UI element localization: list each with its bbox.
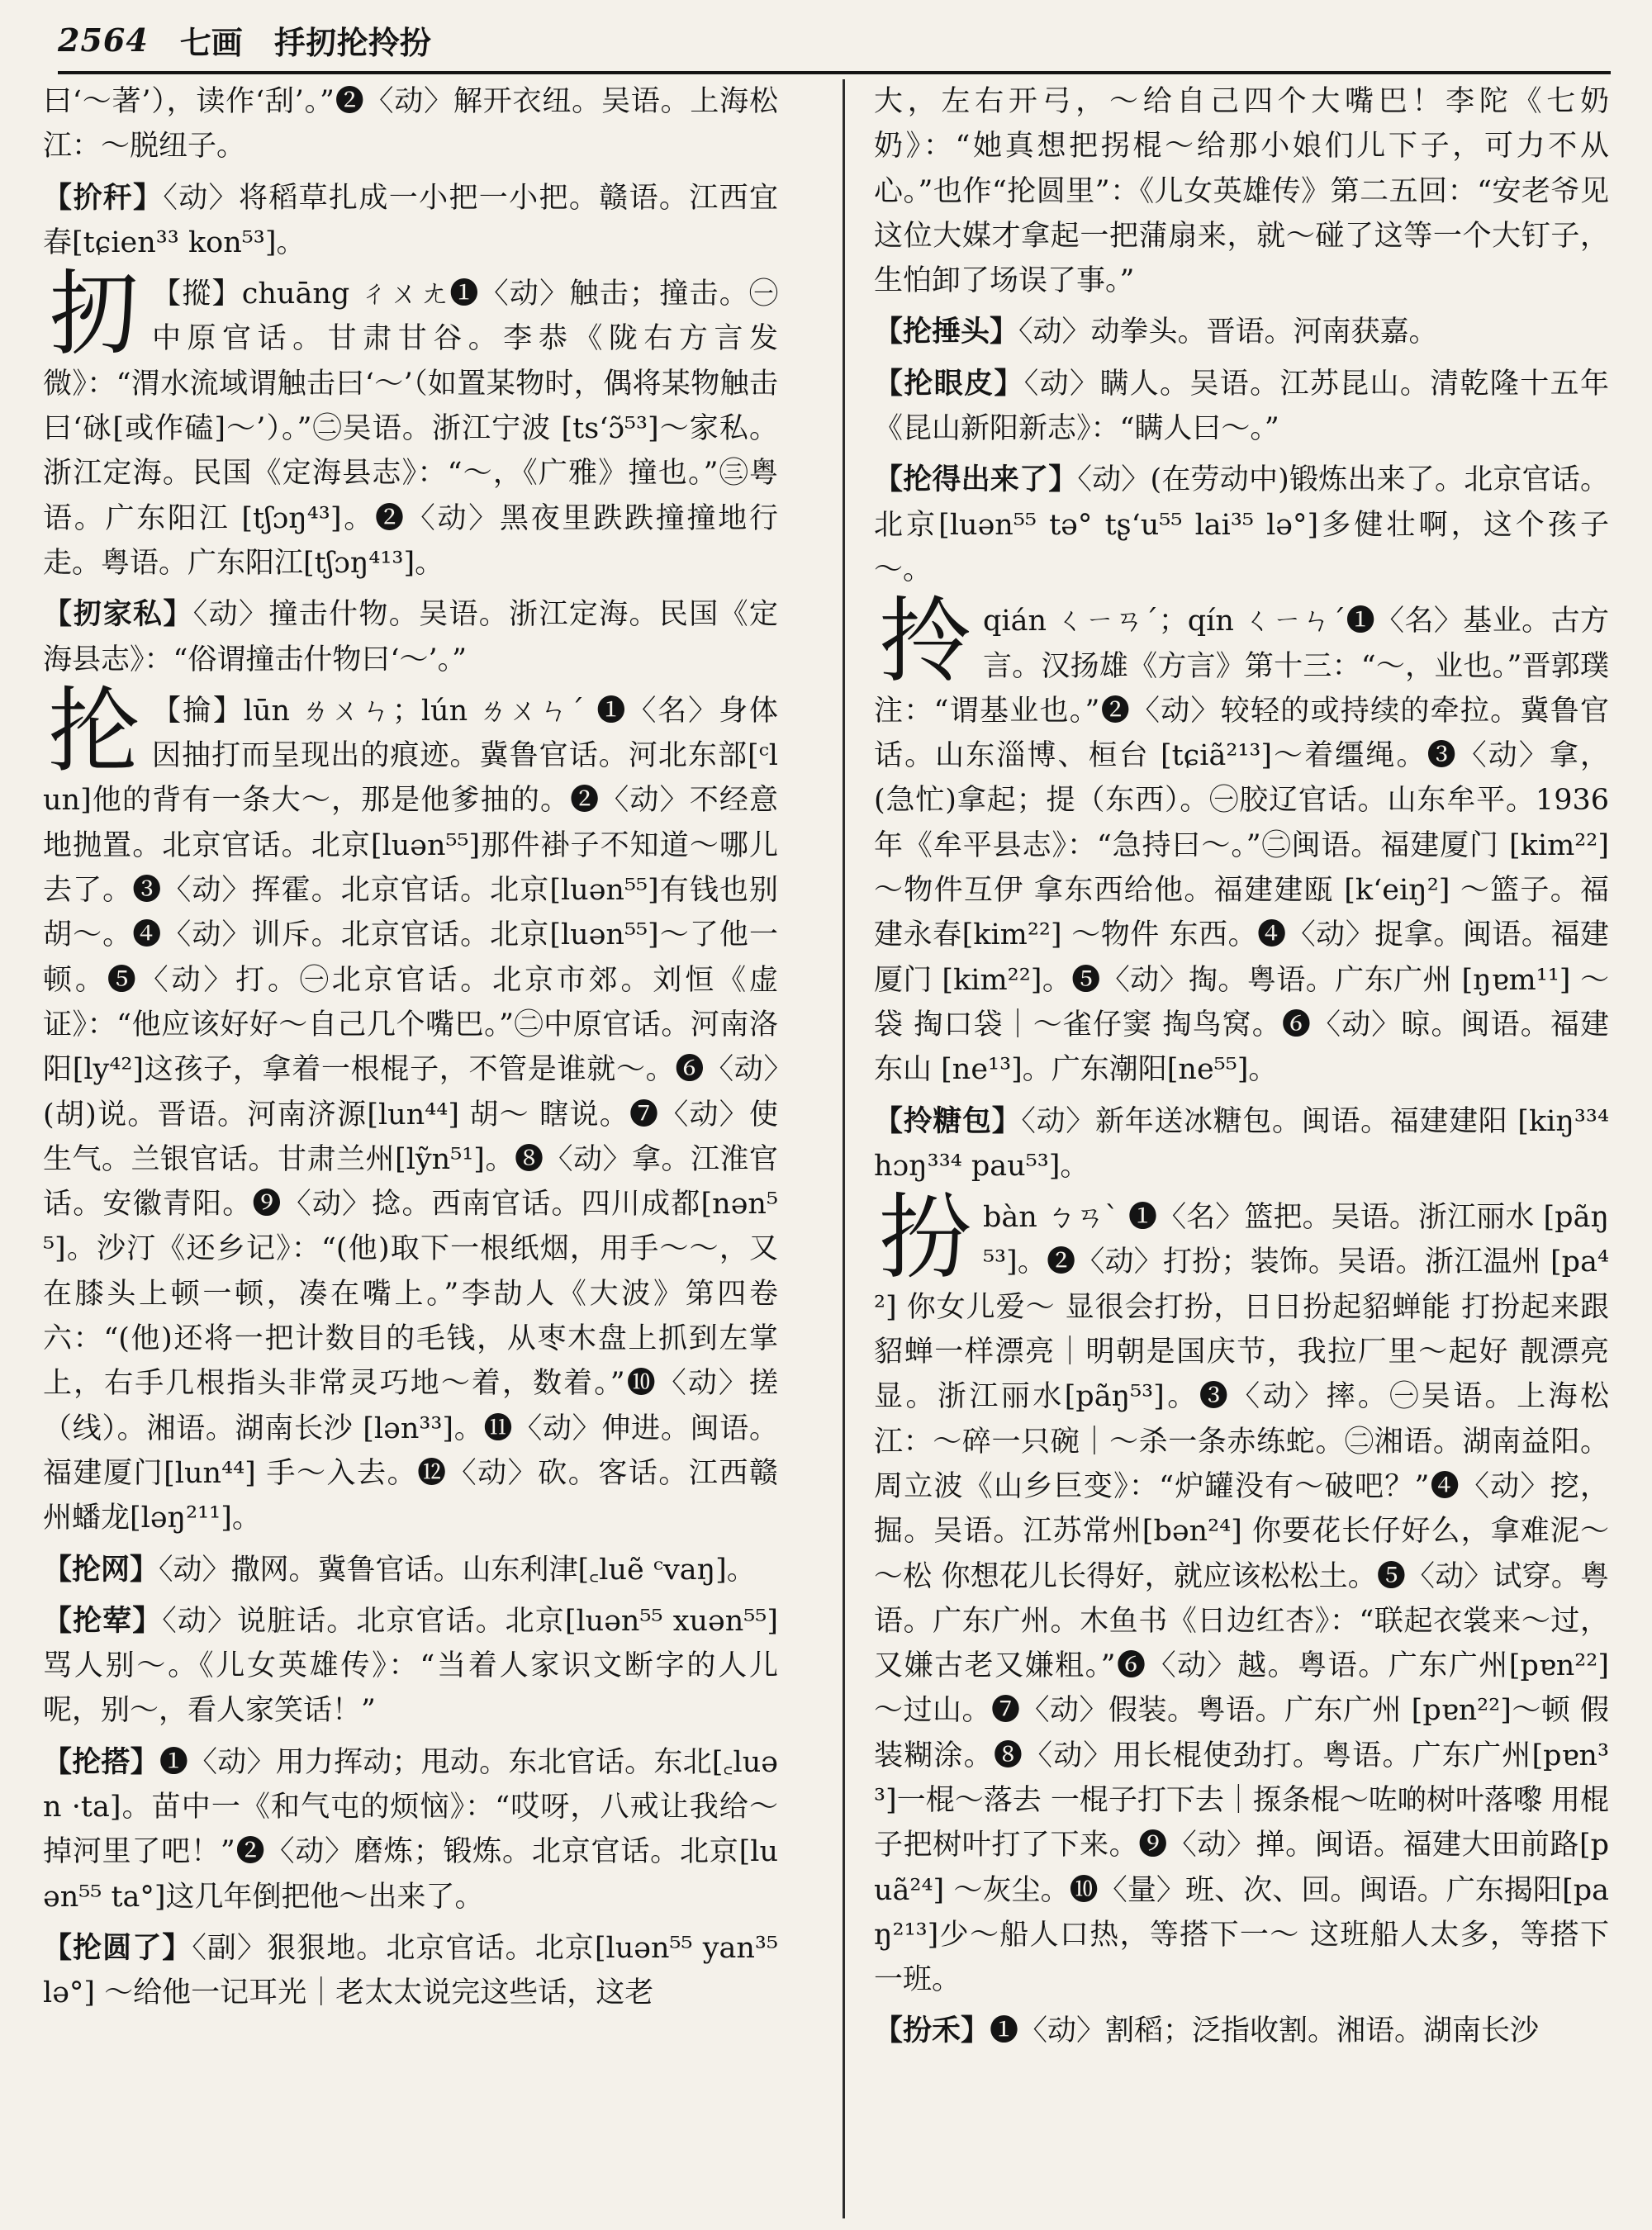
entry-text: 〈动〉瞒人。吴语。江苏昆山。清乾隆十五年《昆山新阳新志》：“瞒人曰～。”	[874, 367, 1609, 446]
dictionary-entry-main	[43, 261, 778, 586]
dictionary-entry-sub	[874, 2009, 1609, 2053]
page-header	[58, 15, 1611, 64]
dictionary-entry-sub	[43, 1548, 778, 1592]
entry-text: 〈动〉动拳头。晋语。河南获嘉。	[1018, 316, 1438, 349]
entry-text: 〈动〉(在劳动中)锻炼出来了。北京官话。北京[luən⁵⁵ tə° tʂ‘u⁵⁵ lai³⁵ lə°]多健壮啊，这个孩子～。	[874, 463, 1609, 586]
entry-subheadword: 【拎糖包】	[874, 1103, 1022, 1138]
entry-text: 【掄】lūn ㄌㄨㄣ；lún ㄌㄨㄣˊ ❶〈名〉身体因抽打而呈现出的痕迹。冀鲁官话。河北东部[ᶜlun]他的背有一条大～，那是他爹抽的。❷〈动〉不经意地抛置。北京官话。北京[luən⁵⁵]那件褂子不知道～哪儿去了。❸〈动〉挥霍。北京官话。北京[luən⁵⁵]有钱也别胡～。❹〈动〉训斥。北京官话。北京[luən⁵⁵]～了他一顿。❺〈动〉打。㊀北京官话。北京市郊。刘恒《虚证》：“他应该好好～自己几个嘴巴。”㊁中原官话。河南洛阳[ly⁴²]这孩子，拿着一根棍子，不管是谁就～。❻〈动〉(胡)说。晋语。河南济源[lun⁴⁴] 胡～ 瞎说。❼〈动〉使生气。兰银官话。甘肃兰州[lỹn⁵¹]。❽〈动〉拿。江淮官话。安徽青阳。❾〈动〉捻。西南官话。四川成都[nən⁵⁵]。沙汀《还乡记》：“(他)取下一根纸烟，用手～～，又在膝头上顿一顿，凑在嘴上。”李劼人《大波》第四卷六：“(他)还将一把计数目的毛钱，从枣木盘上抓到左掌上，右手几根指头非常灵巧地～着，数着。”❿〈动〉搓（线）。湘语。湖南长沙 [lən³³]。⓫〈动〉伸进。闽语。福建厦门[lun⁴⁴] 手～入去。⓬〈动〉砍。客话。江西赣州蟠龙[ləŋ²¹¹]。	[43, 694, 778, 1535]
entry-text: bàn ㄅㄢˋ ❶〈名〉篮把。吴语。浙江丽水 [pãŋ⁵³]。❷〈动〉打扮；装饰。吴语。浙江温州 [pa⁴²] 你女儿爱～ 显很会打扮，日日扮起貂蝉能 打扮起来跟貂蝉一样漂亮｜明朝是国庆节，我拉厂里～起好 靓漂亮显。浙江丽水[pãŋ⁵³]。❸〈动〉摔。㊀吴语。上海松江：～碎一只碗｜～杀一条赤练蛇。㊁湘语。湖南益阳。周立波《山乡巨变》：“炉罐没有～破吧？”❹〈动〉挖，掘。吴语。江苏常州[bən²⁴] 你要花长仔好么，拿难泥～～松 你想花儿长得好，就应该松松土。❺〈动〉试穿。粤语。广东广州。木鱼书《日边红杏》：“联起衣裳来～过，又嫌古老又嫌粗。”❻〈动〉越。粤语。广东广州[pɐn²²] ～过山。❼〈动〉假装。粤语。广东广州 [pɐn²²]～顿 假装糊涂。❽〈动〉用长棍使劲打。粤语。广东广州[pɐn³³]一棍～落去 一棍子打下去｜揼条棍～咗啲树叶落嚟 用棍子把树叶打了下来。❾〈动〉掸。闽语。福建大田前路[puã²⁴] ～灰尘。❿〈量〉班、次、回。闽语。广东揭阳[paŋ²¹³]少～船人口热，等搭下一～ 这班船人太多，等搭下一班。	[874, 1201, 1609, 1997]
stroke-section: 七画	[179, 23, 243, 61]
entry-subheadword: 【抡网】	[43, 1552, 159, 1587]
dictionary-entry-main	[43, 677, 778, 1541]
entry-text: 〈副〉狠狠地。北京官话。北京[luən⁵⁵ yan³⁵ lə°] ～给他一记耳光｜老太太说完这些话，这老	[43, 1931, 778, 2010]
entry-subheadword: 【抡搭】	[43, 1744, 159, 1779]
page-headwords: 抙扨抡拎扮	[273, 23, 431, 61]
entry-text: 曰‘～著’），读作‘刮’。”❷〈动〉解开衣纽。吴语。上海松江：～脱纽子。	[43, 85, 778, 164]
header-rule	[58, 71, 1611, 74]
dictionary-entry-sub	[43, 1599, 778, 1734]
entry-text: 〈动〉撒网。冀鲁官话。山东利津[꜀luẽ ᶜvaŋ]。	[159, 1553, 756, 1587]
left-column	[43, 79, 778, 2022]
dictionary-entry-sub	[874, 458, 1609, 592]
entry-headword: 抡	[48, 677, 140, 785]
entry-text: ❶〈动〉割稻；泛指收割。湘语。湖南长沙	[990, 2014, 1540, 2048]
column-divider	[843, 79, 845, 2218]
entry-continuation	[43, 79, 778, 169]
entry-subheadword: 【抡圆了】	[43, 1930, 192, 1965]
entry-continuation	[874, 79, 1609, 303]
entry-subheadword: 【抡捶头】	[874, 315, 1019, 349]
entry-subheadword: 【抡眼皮】	[874, 366, 1024, 401]
entry-text: 〈动〉撞击什物。吴语。浙江定海。民国《定海县志》：“俗谓撞击什物曰‘～’。”	[43, 598, 778, 676]
entry-text: 〈动〉新年送冰糖包。闽语。福建建阳 [kiŋ³³⁴ hɔŋ³³⁴ pau⁵³]。	[874, 1104, 1609, 1183]
entry-headword: 拎	[879, 588, 971, 696]
page-number: 2564	[58, 21, 149, 59]
dictionary-entry-sub	[874, 310, 1609, 354]
entry-text: 【摐】chuāng ㄔㄨㄤ❶〈动〉触击；撞击。㊀中原官话。甘肃甘谷。李恭《陇右方言发微》：“渭水流域谓触击曰‘～’（如置某物时，偶将某物触击曰‘砯[或作磕]～’）。”㊁吴语。浙江宁波 [ts‘ɔ̃⁵³]～家私。浙江定海。民国《定海县志》：“～，《广雅》撞也。”㊂粤语。广东阳江 [tʃɔŋ⁴³]。❷〈动〉黑夜里跌跌撞撞地行走。粤语。广东阳江[tʃɔŋ⁴¹³]。	[43, 278, 778, 580]
dictionary-entry-sub	[43, 1740, 778, 1919]
right-column	[874, 79, 1609, 2061]
entry-text: 大，左右开弓，～给自己四个大嘴巴！李陀《七奶奶》：“她真想把拐棍～给那小娘们儿下子，可力不从心。”也作“抡圆里”：《儿女英雄传》第二五回：“安老爷见这位大媒才拿起一把蒲扇来，就～碰了这等一个大钉子，生怕卸了场误了事。”	[874, 85, 1609, 298]
entry-subheadword: 【抡荤】	[43, 1603, 163, 1638]
entry-headword: 扨	[48, 261, 140, 369]
entry-text: 〈动〉说脏话。北京官话。北京[luən⁵⁵ xuən⁵⁵]骂人别～。《儿女英雄传》：“当着人家识文断字的人儿呢，别～，看人家笑话！”	[43, 1604, 778, 1728]
entry-text: qián ㄑㄧㄢˊ；qín ㄑㄧㄣˊ❶〈名〉基业。古方言。汉扬雄《方言》第十三：“～，业也。”晋郭璞注：“谓基业也。”❷〈动〉较轻的或持续的牵拉。冀鲁官话。山东淄博、桓台 [tɕiã²¹³]～着缰绳。❸〈动〉拿，(急忙)拿起；提（东西）。㊀胶辽官话。山东牟平。1936年《牟平县志》：“急持曰～。”㊁闽语。福建厦门 [kim²²] ～物件互伊 拿东西给他。福建建瓯 [k‘eiŋ²] ～篮子。福建永春[kim²²] ～物件 东西。❹〈动〉捉拿。闽语。福建厦门 [kim²²]。❺〈动〉掏。粤语。广东广州 [ŋɐm¹¹] ～袋 掏口袋｜～雀仔窦 掏鸟窝。❻〈动〉晾。闽语。福建东山 [ne¹³]。广东潮阳[ne⁵⁵]。	[874, 605, 1609, 1087]
entry-text: 〈动〉将稻草扎成一小把一小把。赣语。江西宜春[tɕien³³ kon⁵³]。	[43, 181, 778, 259]
entry-headword: 扮	[879, 1184, 971, 1293]
entry-subheadword: 【扮禾】	[874, 2014, 990, 2048]
entry-subheadword: 【扨家私】	[43, 597, 193, 632]
dictionary-entry-sub	[874, 1099, 1609, 1189]
dictionary-entry-main	[874, 1184, 1609, 2002]
entry-subheadword: 【扴秆】	[43, 180, 164, 215]
dictionary-entry-sub	[43, 1926, 778, 2016]
dictionary-entry-sub	[43, 176, 778, 266]
dictionary-entry-main	[874, 588, 1609, 1092]
dictionary-entry-sub	[43, 592, 778, 682]
entry-text: ❶〈动〉用力挥动；甩动。东北官话。东北[꜀luən ·ta]。苗中一《和气屯的烦恼》：“哎呀，八戒让我给～掉河里了吧！”❷〈动〉磨炼；锻炼。北京官话。北京[luən⁵⁵ ta°]这几年倒把他～出来了。	[43, 1745, 778, 1914]
dictionary-entry-sub	[874, 362, 1609, 452]
entry-subheadword: 【抡得出来了】	[874, 463, 1078, 497]
